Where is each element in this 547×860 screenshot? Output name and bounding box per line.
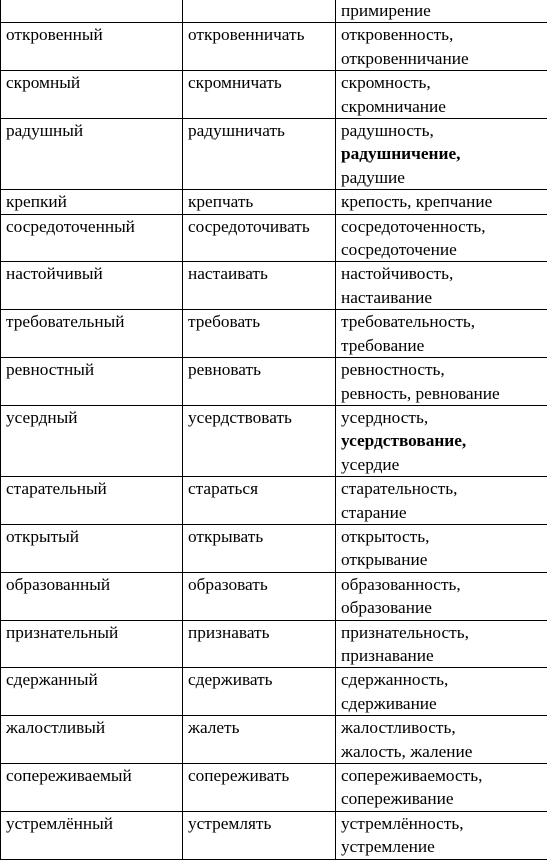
noun-cell xyxy=(336,119,547,190)
noun-line: сдержанность, xyxy=(341,668,543,691)
adjective-cell: скромный xyxy=(1,71,183,119)
noun-cell xyxy=(336,358,547,406)
noun-cell xyxy=(336,620,547,668)
adjective-cell: признательный xyxy=(1,620,183,668)
noun-line: признавание xyxy=(341,644,543,667)
noun-cell xyxy=(336,716,547,764)
adjective-cell: сопереживаемый xyxy=(1,764,183,812)
noun-cell xyxy=(336,764,547,812)
table-row xyxy=(1,119,547,190)
noun-line: радушность, xyxy=(341,119,543,142)
noun-line: сопереживание xyxy=(341,787,543,810)
table-row xyxy=(1,620,547,668)
table-row xyxy=(1,214,547,262)
table-row xyxy=(1,668,547,716)
noun-line: признательность, xyxy=(341,621,543,644)
noun-line: крепость, крепчание xyxy=(341,190,543,213)
noun-line: усердствование, xyxy=(341,429,543,452)
noun-line: сдерживание xyxy=(341,692,543,715)
adjective-cell: устремлённый xyxy=(1,811,183,859)
noun-line: требовательность, xyxy=(341,310,543,333)
verb-cell: сопереживать xyxy=(183,764,336,812)
noun-line: усердность, xyxy=(341,406,543,429)
table-row xyxy=(1,572,547,620)
verb-cell: открывать xyxy=(183,524,336,572)
noun-cell xyxy=(336,190,547,214)
table-row xyxy=(1,764,547,812)
noun-line: требование xyxy=(341,334,543,357)
noun-line: старательность, xyxy=(341,477,543,500)
adjective-cell: образованный xyxy=(1,572,183,620)
noun-cell xyxy=(336,405,547,476)
adjective-cell: настойчивый xyxy=(1,262,183,310)
table-row xyxy=(1,190,547,214)
noun-cell xyxy=(336,811,547,859)
noun-line: сосредоточенность, xyxy=(341,215,543,238)
adjective-cell: крепкий xyxy=(1,190,183,214)
verb-cell: радушничать xyxy=(183,119,336,190)
verb-cell: сдерживать xyxy=(183,668,336,716)
noun-cell xyxy=(336,524,547,572)
adjective-cell xyxy=(1,0,183,23)
table-row xyxy=(1,310,547,358)
noun-cell xyxy=(336,310,547,358)
verb-cell: ревновать xyxy=(183,358,336,406)
verb-cell: признавать xyxy=(183,620,336,668)
table-row xyxy=(1,811,547,859)
noun-line: открытость, xyxy=(341,525,543,548)
noun-line: открывание xyxy=(341,548,543,571)
verb-cell: жалеть xyxy=(183,716,336,764)
noun-cell xyxy=(336,214,547,262)
verb-cell xyxy=(183,0,336,23)
noun-line: образованность, xyxy=(341,573,543,596)
noun-line: ревностность, xyxy=(341,358,543,381)
adjective-cell: сдержанный xyxy=(1,668,183,716)
noun-line: радушие xyxy=(341,166,543,189)
table-row xyxy=(1,716,547,764)
noun-line: жалостливость, xyxy=(341,716,543,739)
noun-line: скромничание xyxy=(341,95,543,118)
noun-line: усердие xyxy=(341,453,543,476)
verb-cell: устремлять xyxy=(183,811,336,859)
verb-cell: откровенничать xyxy=(183,23,336,71)
noun-line: откровенность, xyxy=(341,23,543,46)
verb-cell: скромничать xyxy=(183,71,336,119)
table-row xyxy=(1,405,547,476)
noun-line: сопереживаемость, xyxy=(341,764,543,787)
noun-cell xyxy=(336,572,547,620)
table-row xyxy=(1,262,547,310)
adjective-cell: откровенный xyxy=(1,23,183,71)
noun-cell xyxy=(336,262,547,310)
verb-cell: требовать xyxy=(183,310,336,358)
noun-line: образование xyxy=(341,596,543,619)
noun-cell xyxy=(336,477,547,525)
table-row xyxy=(1,23,547,71)
noun-line: настаивание xyxy=(341,286,543,309)
noun-line: скромность, xyxy=(341,71,543,94)
table-row xyxy=(1,358,547,406)
noun-line: устремлённость, xyxy=(341,812,543,835)
noun-cell xyxy=(336,0,547,23)
adjective-cell: ревностный xyxy=(1,358,183,406)
verb-cell: образовать xyxy=(183,572,336,620)
adjective-cell: жалостливый xyxy=(1,716,183,764)
verb-cell: сосредоточивать xyxy=(183,214,336,262)
table-row xyxy=(1,71,547,119)
adjective-cell: сосредоточенный xyxy=(1,214,183,262)
verb-cell: настаивать xyxy=(183,262,336,310)
verb-cell: стараться xyxy=(183,477,336,525)
noun-cell xyxy=(336,668,547,716)
table-row xyxy=(1,0,547,23)
table-row xyxy=(1,524,547,572)
adjective-cell: требовательный xyxy=(1,310,183,358)
noun-line: устремление xyxy=(341,835,543,858)
adjective-cell: радушный xyxy=(1,119,183,190)
noun-line: ревность, ревнование xyxy=(341,382,543,405)
noun-line: настойчивость, xyxy=(341,262,543,285)
verb-cell: усердствовать xyxy=(183,405,336,476)
verb-cell: крепчать xyxy=(183,190,336,214)
noun-line: жалость, жаление xyxy=(341,740,543,763)
adjective-cell: старательный xyxy=(1,477,183,525)
noun-line: примирение xyxy=(341,0,543,22)
noun-line: откровенничание xyxy=(341,47,543,70)
adjective-cell: усердный xyxy=(1,405,183,476)
noun-line: сосредоточение xyxy=(341,238,543,261)
adjective-cell: открытый xyxy=(1,524,183,572)
noun-cell xyxy=(336,23,547,71)
noun-line: старание xyxy=(341,501,543,524)
noun-cell xyxy=(336,71,547,119)
noun-line: радушничение, xyxy=(341,142,543,165)
table-body xyxy=(1,0,547,859)
table-row xyxy=(1,477,547,525)
